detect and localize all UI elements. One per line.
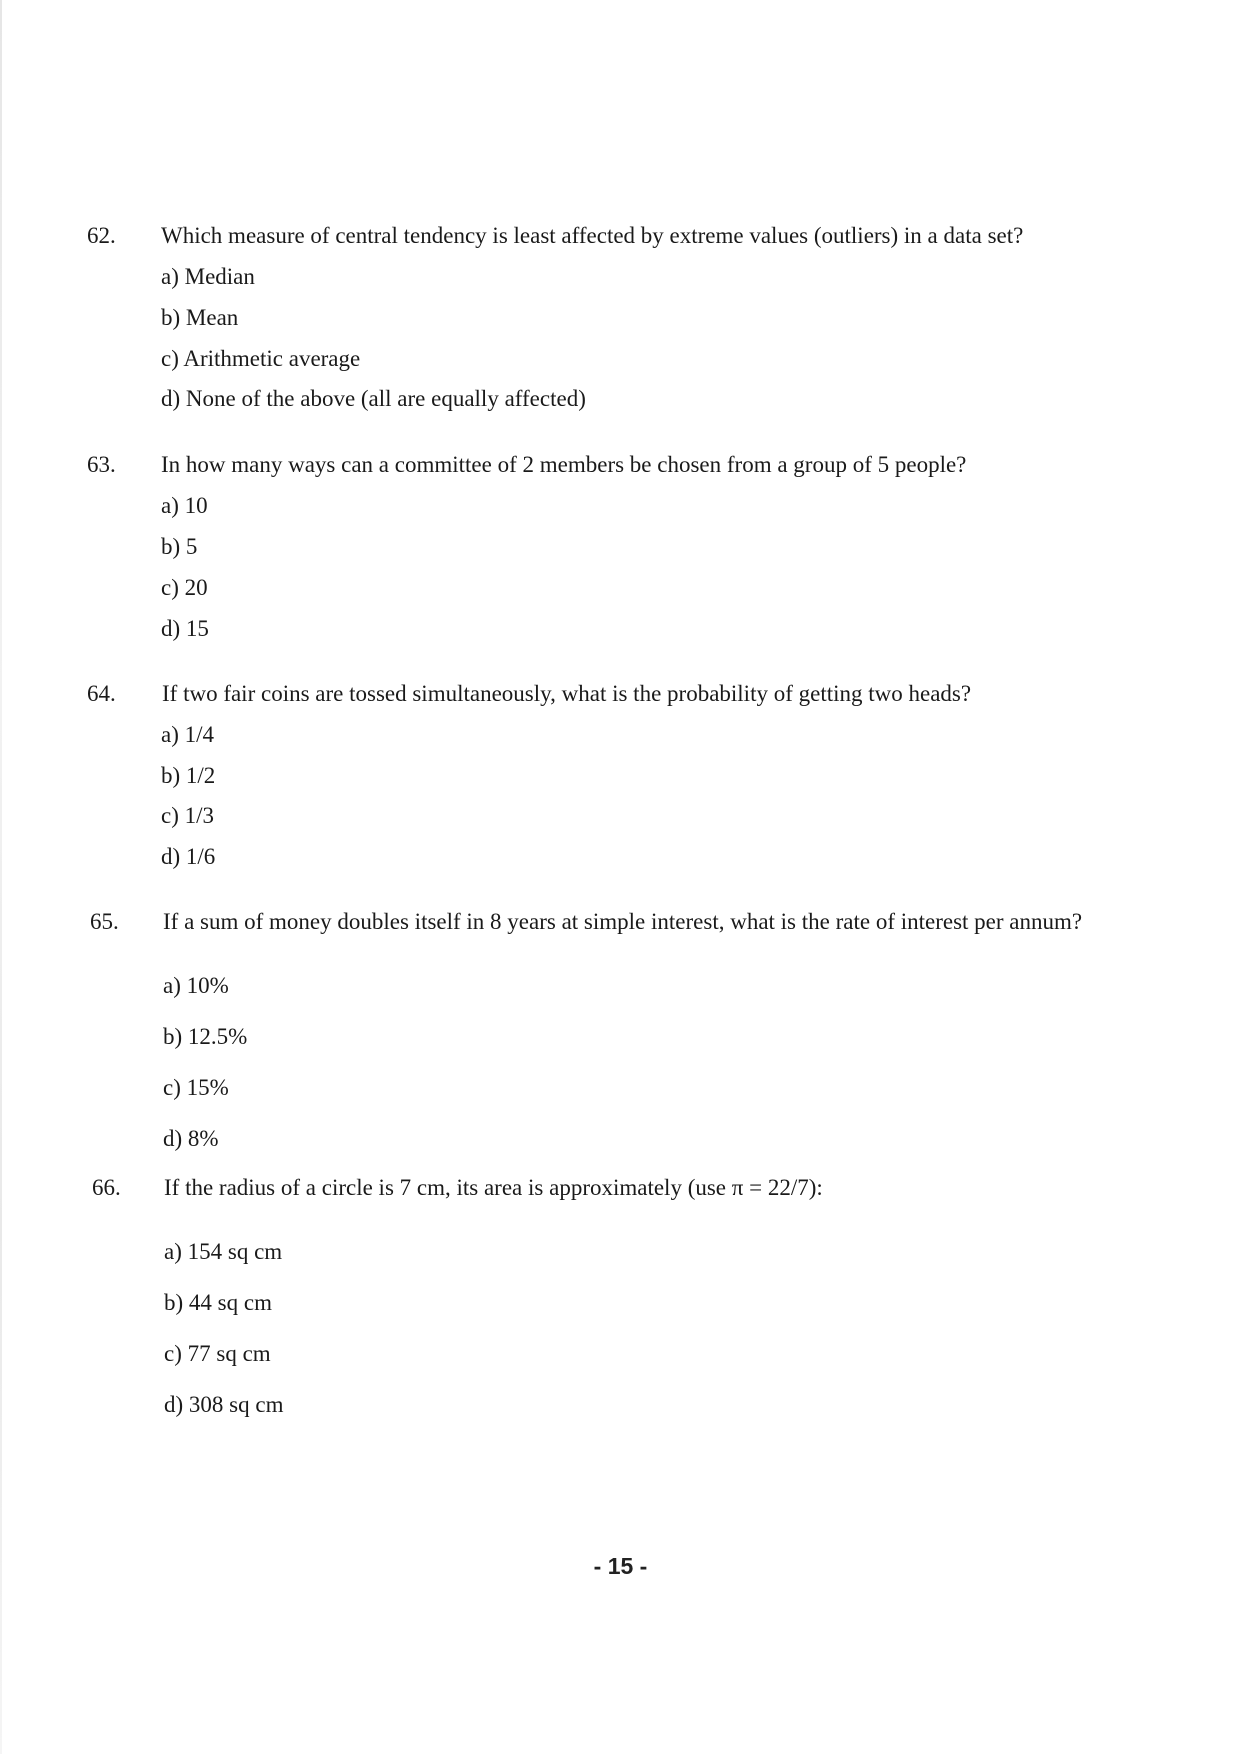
question-text: If the radius of a circle is 7 cm, its area is approximately (use π = 22/7):	[164, 1175, 823, 1200]
page-number: - 15 -	[593, 1553, 648, 1579]
option-d: d) 15	[161, 616, 209, 641]
option-c: c) Arithmetic average	[161, 346, 361, 371]
option-b: b) 1/2	[161, 763, 216, 788]
option-a: a) 154 sq cm	[164, 1239, 283, 1264]
question-text: Which measure of central tendency is least affected by extreme values (outliers) in a data set?	[161, 223, 1024, 248]
option-d: d) None of the above (all are equally affected)	[161, 386, 586, 411]
option-d: d) 8%	[163, 1126, 219, 1151]
option-b: b) 5	[161, 534, 198, 559]
option-c: c) 20	[161, 575, 208, 600]
option-a: a) 10	[161, 493, 208, 518]
question-number: 63.	[87, 452, 116, 477]
option-a: a) 1/4	[161, 722, 215, 747]
option-d: d) 1/6	[161, 844, 216, 869]
question-number: 64.	[87, 681, 116, 706]
option-c: c) 77 sq cm	[164, 1341, 271, 1366]
option-c: c) 1/3	[161, 803, 215, 828]
question-number: 66.	[92, 1175, 121, 1200]
question-number: 62.	[87, 223, 116, 248]
question-text: If a sum of money doubles itself in 8 years at simple interest, what is the rate of interest per annum?	[163, 909, 1083, 934]
scan-edge-artifact	[0, 0, 2, 1754]
option-b: b) 44 sq cm	[164, 1290, 272, 1315]
option-a: a) 10%	[163, 973, 229, 998]
option-c: c) 15%	[163, 1075, 229, 1100]
option-b: b) 12.5%	[163, 1024, 248, 1049]
question-text: In how many ways can a committee of 2 members be chosen from a group of 5 people?	[161, 452, 967, 477]
option-d: d) 308 sq cm	[164, 1392, 284, 1417]
question-number: 65.	[90, 909, 119, 934]
option-b: b) Mean	[161, 305, 239, 330]
question-text: If two fair coins are tossed simultaneously, what is the probability of getting two heads?	[162, 681, 972, 706]
option-a: a) Median	[161, 264, 255, 289]
